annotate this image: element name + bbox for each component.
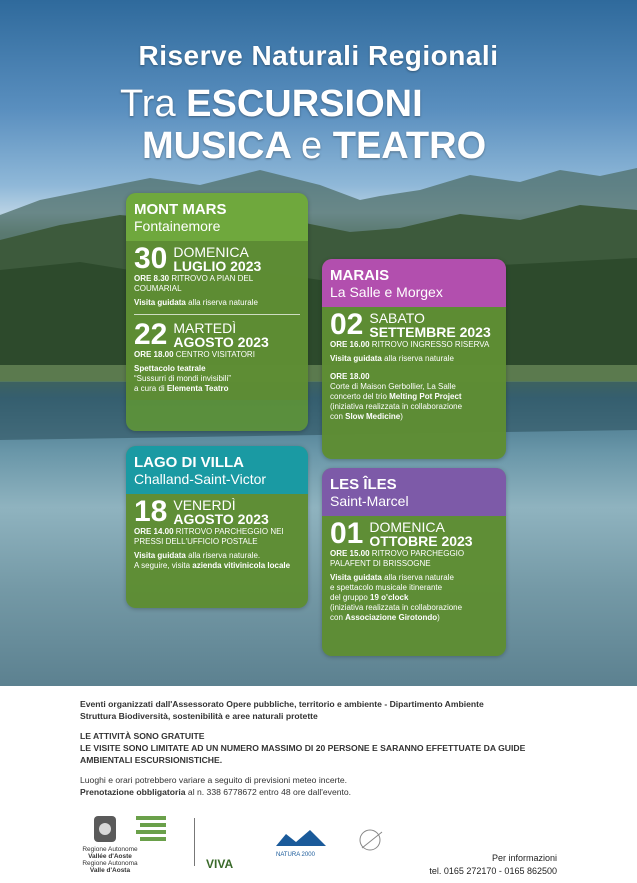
event-date [134, 495, 300, 528]
card-body [322, 307, 506, 459]
event-weekday: SABATO [369, 310, 425, 326]
divider [134, 314, 300, 315]
reserve-place: Saint-Marcel [330, 493, 409, 509]
event-day: 22 [134, 318, 168, 351]
region-name: Regione Autonome Vallée d'Aoste Regione Autonoma Valle d'Aosta [82, 846, 138, 874]
weather-notice: Luoghi e orari potrebbero variare a seguito di previsioni meteo incerte. [80, 775, 348, 785]
organizer-line: Eventi organizzati dall'Assessorato Opere pubbliche, territorio e ambiente - Dipartimento Ambiente [80, 699, 484, 709]
event-month: OTTOBRE 2023 [369, 533, 473, 549]
biodiversity-logo-icon [136, 816, 166, 841]
event-followup: A seguire, visita azienda vitivinicola locale [134, 561, 291, 570]
reserve-name: MARAIS [330, 267, 390, 284]
info-label: Per informazioni [491, 853, 557, 863]
event-day: 02 [330, 308, 364, 341]
event-weekday: VENERDÌ [173, 497, 236, 513]
event-meeting: ORE 18.00 CENTRO VISITATORI [134, 350, 255, 359]
event-activity: Visita guidata alla riserva naturale [330, 573, 454, 582]
organizer-line-2: Struttura Biodiversità, sostenibilità e aree naturali protette [80, 711, 318, 721]
event-date [330, 517, 498, 550]
reserve-name: LAGO DI VILLA [134, 454, 244, 471]
card-lago-di-villa [126, 446, 308, 608]
reserve-place: Fontainemore [134, 218, 221, 234]
event-activity: Visita guidata alla riserva naturale. [134, 551, 261, 560]
event-month: LUGLIO 2023 [173, 258, 262, 274]
natura-2000-logo-icon [276, 830, 326, 858]
event-day: 18 [134, 495, 168, 528]
event-date [134, 242, 300, 275]
event-partner: con Slow Medicine) [330, 412, 403, 421]
reserve-place: Challand-Saint-Victor [134, 471, 267, 487]
card-les-iles [322, 468, 506, 656]
card-header [126, 446, 308, 494]
event-location: Corte di Maison Gerbollier, La Salle [330, 382, 456, 391]
event-note: (iniziativa realizzata in collaborazione [330, 402, 463, 411]
event-month: SETTEMBRE 2023 [369, 324, 491, 340]
event-date [134, 318, 300, 351]
event-meeting: ORE 14.00 RITROVO PARCHEGGIO NEI PRESSI DELL'UFFICIO POSTALE [134, 527, 284, 546]
free-notice: LE ATTIVITÀ SONO GRATUITE [80, 731, 205, 741]
event-month: AGOSTO 2023 [173, 334, 269, 350]
card-header [322, 259, 506, 307]
natura-logo-text: NATURA 2000 [276, 852, 315, 858]
reserve-place: La Salle e Morgex [330, 284, 443, 300]
card-body [126, 494, 308, 608]
poster-subtitle-line2: MUSICA e TEATRO [142, 125, 487, 167]
event-meeting: ORE 8.30 RITROVO A PIAN DEL COUMARIAL [134, 274, 253, 293]
event-title: “Sussurri di mondi invisibili” [134, 374, 231, 383]
event-partner: con Associazione Girotondo) [330, 613, 440, 622]
event-concert: concerto del trio Melting Pot Project [330, 392, 462, 401]
viva-logo-text: VIVA [206, 857, 234, 871]
viva-logo-icon [206, 857, 233, 871]
event-month: AGOSTO 2023 [173, 511, 269, 527]
event-activity-2: e spettacolo musicale itinerante [330, 583, 443, 592]
event-activity: Visita guidata alla riserva naturale [134, 298, 258, 307]
region-crest-icon [94, 816, 116, 842]
event-weekday: DOMENICA [173, 244, 249, 260]
event-day: 30 [134, 242, 168, 275]
event-credit: a cura di Elementa Teatro [134, 384, 229, 393]
event-day: 01 [330, 517, 364, 550]
card-header [126, 193, 308, 241]
card-body [126, 241, 308, 400]
event-meeting: ORE 15.00 RITROVO PARCHEGGIO PALAFENT DI BRISSOGNE [330, 549, 465, 568]
event-time: ORE 18.00 [330, 372, 370, 381]
event-activity: Spettacolo teatrale [134, 364, 206, 373]
card-marais [322, 259, 506, 459]
event-weekday: DOMENICA [369, 519, 445, 535]
contact-info [429, 852, 557, 878]
info-phone: tel. 0165 272170 - 0165 862500 [429, 866, 557, 876]
poster-subtitle-line1: Tra ESCURSIONI [120, 83, 423, 125]
event-note: (iniziativa realizzata in collaborazione [330, 603, 463, 612]
event-group: del gruppo 19 o'clock [330, 593, 409, 602]
event-meeting: ORE 16.00 RITROVO INGRESSO RISERVA [330, 340, 490, 349]
reserve-name: MONT MARS [134, 201, 227, 218]
reserve-name: LES ÎLES [330, 476, 397, 493]
event-date [330, 308, 498, 341]
poster-title: Riserve Naturali Regionali [138, 40, 499, 71]
footer-text [80, 698, 570, 798]
card-body [322, 516, 506, 656]
booking-notice: Prenotazione obbligatoria al n. 338 6778672 entro 48 ore dall'evento. [80, 787, 352, 797]
music-logo-icon [360, 830, 382, 850]
card-header [322, 468, 506, 516]
card-mont-mars [126, 193, 308, 431]
event-activity: Visita guidata alla riserva naturale [330, 354, 454, 363]
event-weekday: MARTEDÌ [173, 320, 237, 336]
limit-notice: LE VISITE SONO LIMITATE AD UN NUMERO MASSIMO DI 20 PERSONE E SARANNO EFFETTUATE DA GUIDE AMBIENTALI ESCURSIONISTICHE. [80, 743, 526, 765]
